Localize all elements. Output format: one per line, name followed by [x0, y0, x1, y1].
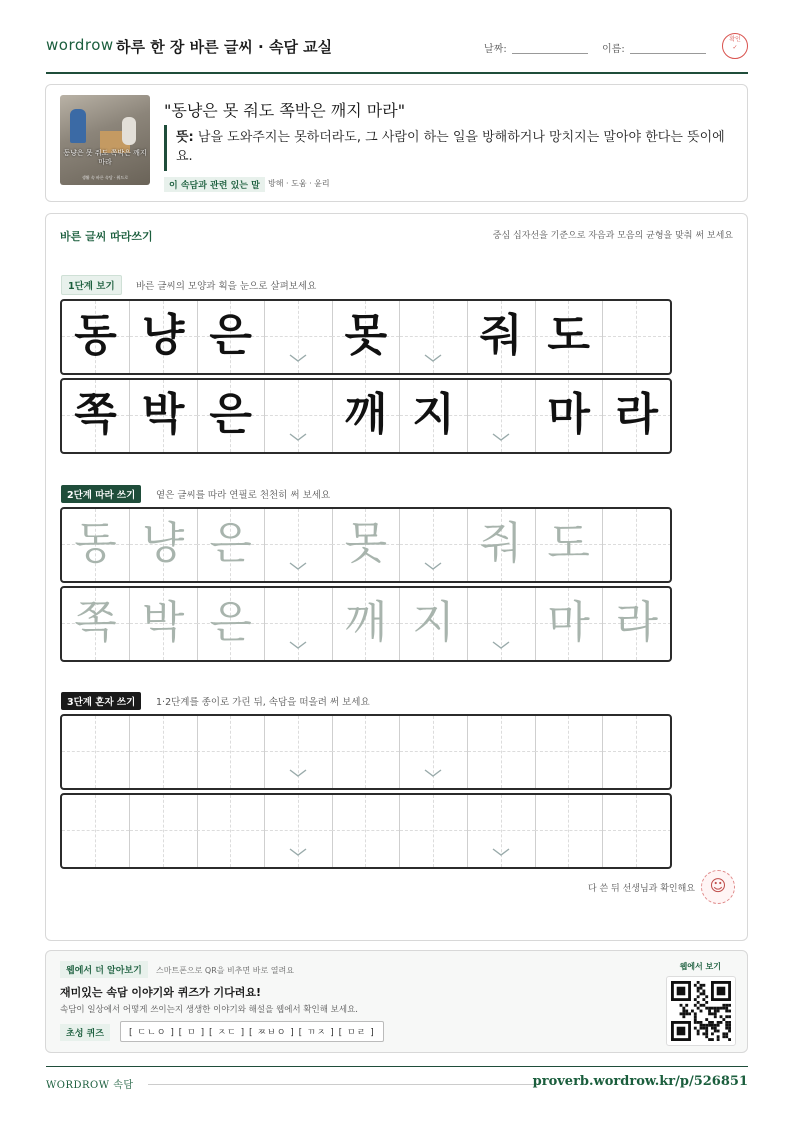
space-mark-icon	[289, 847, 307, 857]
footer-brand: WORDROW 속담	[46, 1080, 134, 1091]
writing-cell	[468, 380, 536, 452]
syllable: 못	[344, 310, 388, 361]
writing-cell	[130, 380, 198, 452]
syllable: 냥	[141, 518, 185, 569]
step1-badge: 1단계 보기	[61, 275, 122, 295]
writing-row[interactable]	[60, 507, 672, 583]
page-header	[46, 30, 748, 74]
writing-cell[interactable]	[400, 795, 468, 867]
writing-cell	[62, 380, 130, 452]
writing-cell[interactable]	[332, 509, 400, 581]
meaning-text: 남을 도와주지는 못하더라도, 그 사람이 하는 일을 방해하거나 망치지는 말아야 한다는 뜻이에요.	[176, 130, 725, 164]
writing-cell[interactable]	[332, 795, 400, 867]
space-mark-icon	[492, 640, 510, 650]
syllable: 은	[209, 518, 252, 569]
writing-cell[interactable]	[265, 588, 333, 660]
illustration-credit: 생활 속 바른 속담 · 워드로	[81, 175, 129, 180]
chosung-quiz: [ ㄷㄴㅇ ] [ ㅁ ] [ ㅈㄷ ] [ ㅉㅂㅇ ] [ ㄲㅈ ] [ ㅁㄹ ]	[120, 1021, 384, 1042]
syllable: 동	[74, 518, 117, 569]
syllable: 라	[615, 597, 659, 648]
writing-cell[interactable]	[535, 716, 603, 788]
writing-cell[interactable]	[535, 588, 603, 660]
writing-cell	[535, 380, 603, 452]
practice-note: 중심 십자선을 기준으로 자음과 모음의 균형을 맞춰 써 보세요	[492, 231, 733, 241]
writing-cell[interactable]	[535, 509, 603, 581]
related-words: 방해 · 도움 · 윤리	[268, 179, 330, 188]
space-mark-icon	[289, 640, 307, 650]
syllable: 깨	[344, 597, 388, 648]
syllable: 동	[74, 310, 117, 361]
writing-cell	[468, 301, 536, 373]
web-headline: 재미있는 속담 이야기와 퀴즈가 기다려요!	[60, 986, 261, 999]
step3-badge: 3단계 혼자 쓰기	[61, 692, 141, 710]
writing-cell[interactable]	[197, 588, 265, 660]
illustration-caption: 동냥은 못 줘도 쪽박은 깨지 마라	[63, 149, 147, 166]
writing-cell	[197, 380, 265, 452]
syllable: 도	[547, 310, 590, 361]
syllable: 마	[547, 389, 590, 440]
writing-cell	[197, 301, 265, 373]
writing-cell[interactable]	[130, 509, 198, 581]
logo-text: wordrow	[46, 36, 114, 54]
writing-cell	[332, 380, 400, 452]
syllable: 박	[141, 597, 185, 648]
writing-cell[interactable]	[62, 588, 130, 660]
syllable: 냥	[141, 310, 185, 361]
syllable: 쪽	[74, 389, 117, 440]
writing-cell	[603, 380, 671, 452]
writing-cell	[62, 301, 130, 373]
writing-cell[interactable]	[332, 716, 400, 788]
syllable: 은	[209, 310, 252, 361]
teacher-stamp-icon: ☺	[701, 870, 735, 904]
writing-cell[interactable]	[400, 509, 468, 581]
writing-cell	[603, 301, 671, 373]
step1-desc: 바른 글씨의 모양과 획을 눈으로 살펴보세요	[136, 281, 317, 292]
syllable: 마	[547, 597, 590, 648]
writing-cell	[400, 301, 468, 373]
proverb-illustration	[60, 95, 150, 185]
syllable: 줘	[479, 310, 523, 361]
web-more-tag: 웹에서 더 알아보기	[60, 961, 148, 978]
writing-cell[interactable]	[130, 716, 198, 788]
seal-text: 확인	[729, 36, 741, 43]
proverb-card	[45, 84, 748, 202]
space-mark-icon	[289, 561, 307, 571]
writing-cell[interactable]	[603, 716, 671, 788]
meaning-accent-bar	[164, 125, 167, 171]
syllable: 박	[141, 389, 185, 440]
step2-badge: 2단계 따라 쓰기	[61, 485, 141, 503]
proverb-title: "동냥은 못 줘도 쪽박은 깨지 마라"	[164, 101, 406, 120]
syllable: 은	[209, 389, 252, 440]
web-more-card	[45, 950, 748, 1053]
web-desc: 속담이 일상에서 어떻게 쓰이는지 생생한 이야기와 해설을 웹에서 확인해 보세요.	[60, 1005, 358, 1015]
name-label: 이름:	[602, 44, 625, 55]
proverb-url[interactable]: proverb.wordrow.kr/p/526851	[532, 1074, 748, 1089]
writing-cell	[130, 301, 198, 373]
writing-cell[interactable]	[130, 588, 198, 660]
syllable: 줘	[479, 518, 523, 569]
writing-cell[interactable]	[468, 509, 536, 581]
writing-cell[interactable]	[603, 509, 671, 581]
syllable: 도	[547, 518, 590, 569]
writing-row[interactable]	[60, 793, 672, 869]
writing-cell[interactable]	[62, 716, 130, 788]
writing-cell	[400, 380, 468, 452]
writing-cell	[535, 301, 603, 373]
writing-cell[interactable]	[468, 795, 536, 867]
writing-cell	[332, 301, 400, 373]
page-footer	[46, 1066, 748, 1091]
writing-cell[interactable]	[332, 588, 400, 660]
syllable: 은	[209, 597, 252, 648]
writing-cell[interactable]	[265, 509, 333, 581]
writing-cell[interactable]	[197, 716, 265, 788]
proverb-meaning	[176, 128, 726, 166]
writing-cell[interactable]	[197, 795, 265, 867]
space-mark-icon	[424, 768, 442, 778]
name-field[interactable]	[630, 53, 706, 54]
writing-row[interactable]	[60, 586, 672, 662]
teacher-check-note: 다 쓴 뒤 선생님과 확인해요	[587, 884, 695, 894]
writing-cell[interactable]	[400, 716, 468, 788]
meaning-label: 뜻:	[176, 130, 194, 145]
space-mark-icon	[424, 353, 442, 363]
writing-cell[interactable]	[265, 795, 333, 867]
space-mark-icon	[289, 432, 307, 442]
writing-cell[interactable]	[468, 716, 536, 788]
step3-desc: 1·2단계를 종이로 가린 뒤, 속담을 떠올려 써 보세요	[156, 697, 370, 708]
writing-cell	[265, 301, 333, 373]
syllable: 못	[344, 518, 388, 569]
space-mark-icon	[289, 768, 307, 778]
wordrow-logo	[46, 36, 114, 54]
check-seal-icon: 확인 ✓	[722, 33, 748, 59]
writing-cell[interactable]	[603, 795, 671, 867]
related-words-tag: 이 속담과 관련 있는 말	[164, 177, 265, 192]
writing-cell[interactable]	[62, 795, 130, 867]
qr-code-icon[interactable]	[666, 976, 736, 1046]
qr-label: 웹에서 보기	[679, 962, 721, 971]
syllable: 라	[615, 389, 659, 440]
writing-cell[interactable]	[400, 588, 468, 660]
writing-cell[interactable]	[603, 588, 671, 660]
space-mark-icon	[492, 847, 510, 857]
writing-cell[interactable]	[265, 716, 333, 788]
qr-hint: 스마트폰으로 QR을 비추면 바로 열려요	[156, 966, 294, 975]
writing-cell[interactable]	[130, 795, 198, 867]
writing-row	[60, 378, 672, 454]
space-mark-icon	[289, 353, 307, 363]
syllable: 지	[412, 389, 455, 440]
writing-row[interactable]	[60, 714, 672, 790]
space-mark-icon	[492, 432, 510, 442]
space-mark-icon	[424, 561, 442, 571]
writing-cell[interactable]	[197, 509, 265, 581]
writing-cell	[265, 380, 333, 452]
writing-cell[interactable]	[468, 588, 536, 660]
quiz-label: 초성 퀴즈	[60, 1024, 110, 1041]
writing-cell[interactable]	[535, 795, 603, 867]
syllable: 깨	[344, 389, 388, 440]
writing-row	[60, 299, 672, 375]
practice-title: 바른 글씨 따라쓰기	[60, 230, 153, 243]
page-title: 하루 한 장 바른 글씨 · 속담 교실	[116, 38, 333, 56]
step2-desc: 옅은 글씨를 따라 연필로 천천히 써 보세요	[156, 490, 331, 501]
writing-cell[interactable]	[62, 509, 130, 581]
date-label: 날짜:	[484, 44, 507, 55]
syllable: 지	[412, 597, 455, 648]
date-field[interactable]	[512, 53, 588, 54]
syllable: 쪽	[74, 597, 117, 648]
